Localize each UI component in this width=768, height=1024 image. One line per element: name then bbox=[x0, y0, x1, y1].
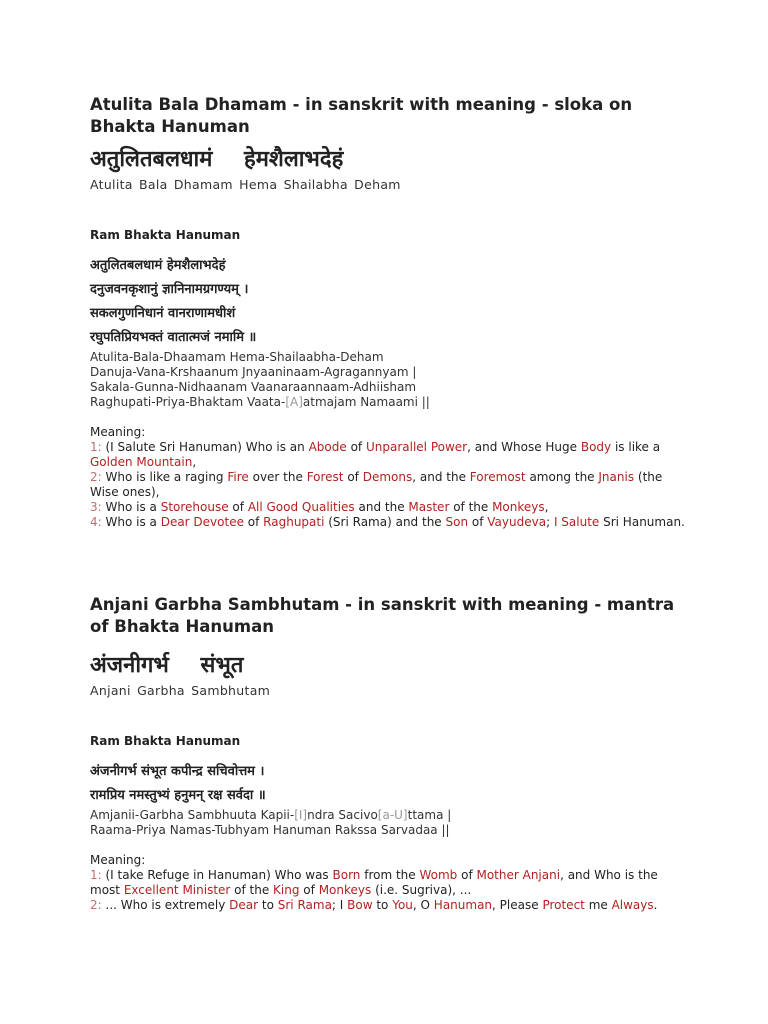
subheading: Ram Bhakta Hanuman bbox=[90, 734, 241, 748]
verse-line: अतुलितबलधामं हेमशैलाभदेहं bbox=[90, 258, 226, 273]
meaning-line: 1: (I Salute Sri Hanuman) Who is an Abode of Unparallel Power, and Whose Huge Body is like a Golden Mountain, bbox=[90, 440, 661, 469]
meaning-line: 1: (I take Refuge in Hanuman) Who was Born from the Womb of Mother Anjani, and Who is the most Excellent Minister of the King of Monkeys (i.e. Sugriva), ... bbox=[90, 868, 658, 897]
verse-line: अंजनीगर्भ संभूत कपीन्द्र सचिवोत्तम । bbox=[90, 764, 265, 779]
roman-verse bbox=[90, 808, 690, 838]
roman-line: Raama-Priya Namas-Tubhyam Hanuman Rakssa Sarvadaa || bbox=[90, 823, 450, 837]
section-title: Atulita Bala Dhamam - in sanskrit with meaning - sloka on Bhakta Hanuman bbox=[90, 95, 633, 136]
meaning-label: Meaning: bbox=[90, 853, 146, 867]
devanagari-verse bbox=[90, 254, 690, 350]
verse-line: दनुजवनकृशानुं ज्ञानिनामग्रगण्यम् । bbox=[90, 282, 249, 297]
verse-line: रघुपतिप्रियभक्तं वातात्मजं नमामि ॥ bbox=[90, 330, 257, 345]
verse-line: सकलगुणनिधानं वानराणामधीशं bbox=[90, 306, 236, 321]
roman-line: Raghupati-Priya-Bhaktam Vaata-[A]atmajam Namaami || bbox=[90, 395, 430, 409]
roman-line: Danuja-Vana-Krshaanum Jnyaaninaam-Agragannyam | bbox=[90, 365, 417, 379]
transliteration: Atulita Bala Dhamam Hema Shailabha Deham bbox=[90, 177, 401, 192]
devanagari-heading: अंजनीगर्भ संभूत bbox=[90, 653, 244, 678]
meaning-line: 3: Who is a Storehouse of All Good Qualities and the Master of the Monkeys, bbox=[90, 500, 549, 514]
devanagari-verse bbox=[90, 760, 690, 808]
meaning-line: 2: ... Who is extremely Dear to Sri Rama; I Bow to You, O Hanuman, Please Protect me Always. bbox=[90, 898, 658, 912]
devanagari-heading: अतुलितबलधामं हेमशैलाभदेहं bbox=[90, 147, 344, 172]
roman-line: Atulita-Bala-Dhaamam Hema-Shailaabha-Deham bbox=[90, 350, 384, 364]
transliteration: Anjani Garbha Sambhutam bbox=[90, 683, 271, 698]
subheading: Ram Bhakta Hanuman bbox=[90, 228, 241, 242]
roman-line: Sakala-Gunna-Nidhaanam Vaanaraannaam-Adhiisham bbox=[90, 380, 417, 394]
roman-line: Amjanii-Garbha Sambhuuta Kapii-[I]ndra Sacivo[a-U]ttama | bbox=[90, 808, 452, 822]
roman-verse bbox=[90, 350, 690, 410]
meaning-line: 2: Who is like a raging Fire over the Forest of Demons, and the Foremost among the Jnanis (the Wise ones), bbox=[90, 470, 663, 499]
verse-line: रामप्रिय नमस्तुभ्यं हनुमन् रक्ष सर्वदा ॥ bbox=[90, 788, 266, 803]
meaning-line: 4: Who is a Dear Devotee of Raghupati (Sri Rama) and the Son of Vayudeva; I Salute Sri Hanuman. bbox=[90, 515, 685, 529]
section-atulita-bala-dhamam bbox=[90, 94, 690, 530]
section-anjani-garbha-sambhutam bbox=[90, 594, 690, 913]
meaning-label: Meaning: bbox=[90, 425, 146, 439]
section-title: Anjani Garbha Sambhutam - in sanskrit with meaning - mantra of Bhakta Hanuman bbox=[90, 595, 675, 636]
